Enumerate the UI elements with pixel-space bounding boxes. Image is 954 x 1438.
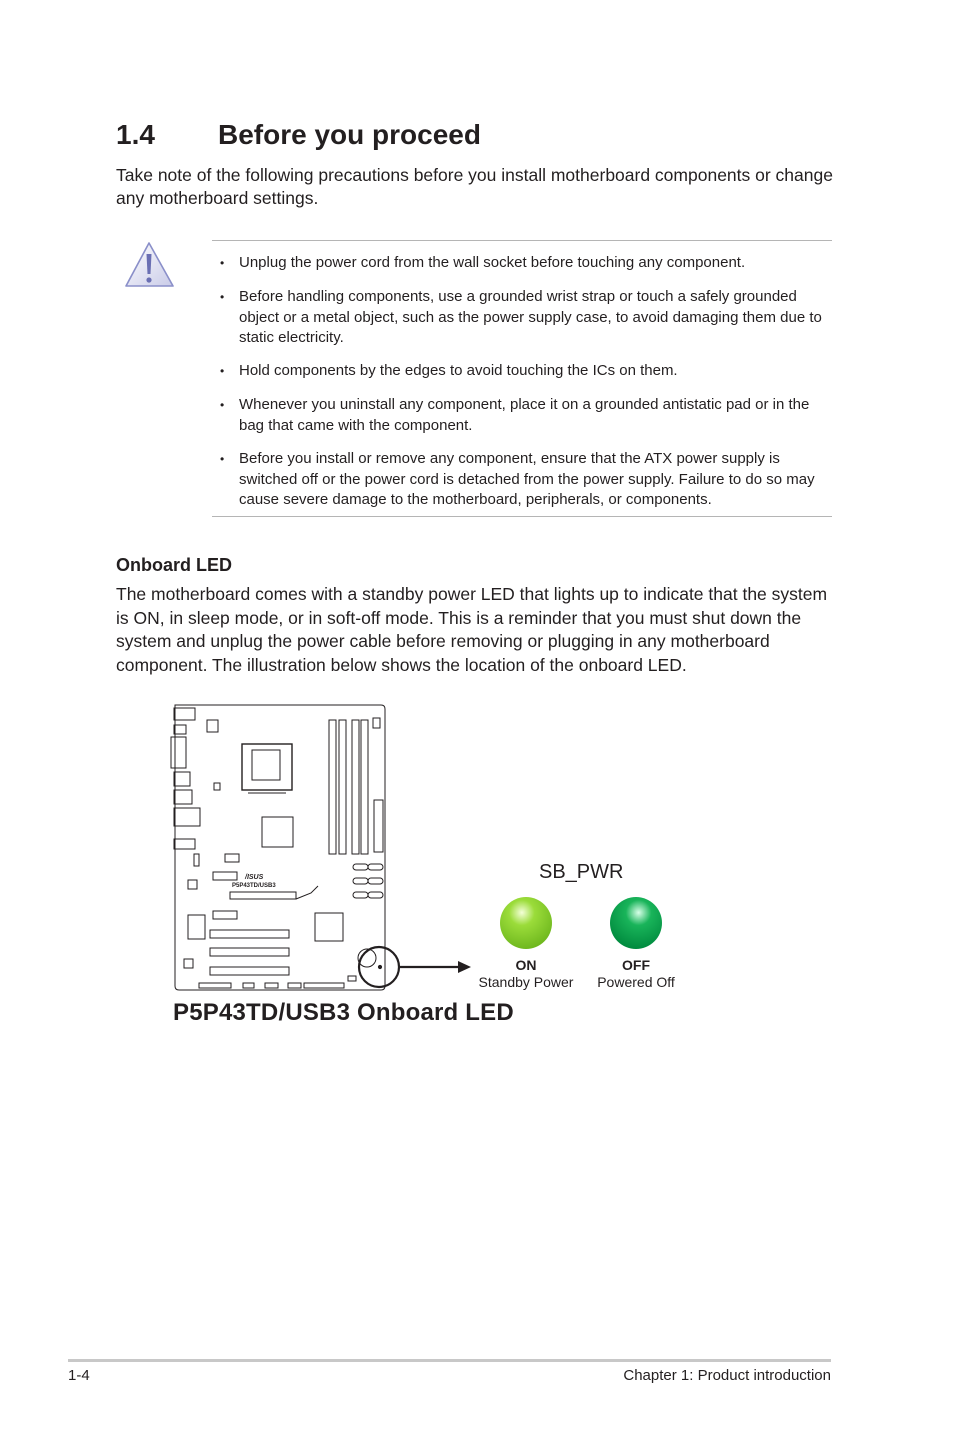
bullet-dot: • [220,398,225,412]
led-on-description: Standby Power [478,974,574,990]
led-label-sb-pwr: SB_PWR [539,861,624,883]
bullet-dot: • [220,290,225,304]
warning-triangle-icon [124,240,176,290]
board-brand-logo: /ISUS [245,874,264,881]
bullet-dot: • [220,452,225,466]
list-item-text: Before handling components, use a grounded wrist strap or touch a safely grounded object or a metal object, such as the power supply case, to avoid damaging them due to static electricity. [239,288,822,346]
list-item-text: Unplug the power cord from the wall socket before touching any component. [239,254,746,271]
motherboard-outline [171,705,385,990]
board-model-label: P5P43TD/USB3 [232,883,276,889]
led-on-state: ON [515,957,537,973]
led-off-indicator [610,897,662,949]
section-title: Before you proceed [218,119,481,150]
footer-divider [68,1359,831,1362]
precautions-list [212,240,832,517]
bullet-dot: • [220,256,225,270]
section-number: 1.4 [116,119,155,150]
bullet-dot: • [220,364,225,378]
diagram-caption: P5P43TD/USB3 Onboard LED [173,999,514,1026]
onboard-led-heading: Onboard LED [116,555,232,575]
led-off-description: Powered Off [597,974,675,990]
list-item-text: Before you install or remove any component, ensure that the ATX power supply is switched off or the power cord is detached from the power supply. Failure to do so may cause severe damage to the motherboard, peripherals, or components. [239,450,815,508]
pointer-arrowhead [458,961,471,973]
page-number: 1-4 [68,1367,90,1384]
led-off-state: OFF [622,957,650,973]
list-item-text: Whenever you uninstall any component, place it on a grounded antistatic pad or in the bag that came with the component. [239,396,810,434]
section-intro: Take note of the following precautions before you install motherboard components or change any motherboard settings. [116,165,833,208]
onboard-led-description: The motherboard comes with a standby power LED that lights up to indicate that the system is ON, in sleep mode, or in soft-off mode. This is a reminder that you must shut down the system and unplug the power cable before removing or plugging in any motherboard component. The illustration below shows the location of the onboard LED. [116,584,828,675]
chapter-title: Chapter 1: Product introduction [623,1367,831,1384]
onboard-led-diagram [168,700,688,1000]
list-item-text: Hold components by the edges to avoid touching the ICs on them. [239,362,678,379]
led-on-indicator [500,897,552,949]
